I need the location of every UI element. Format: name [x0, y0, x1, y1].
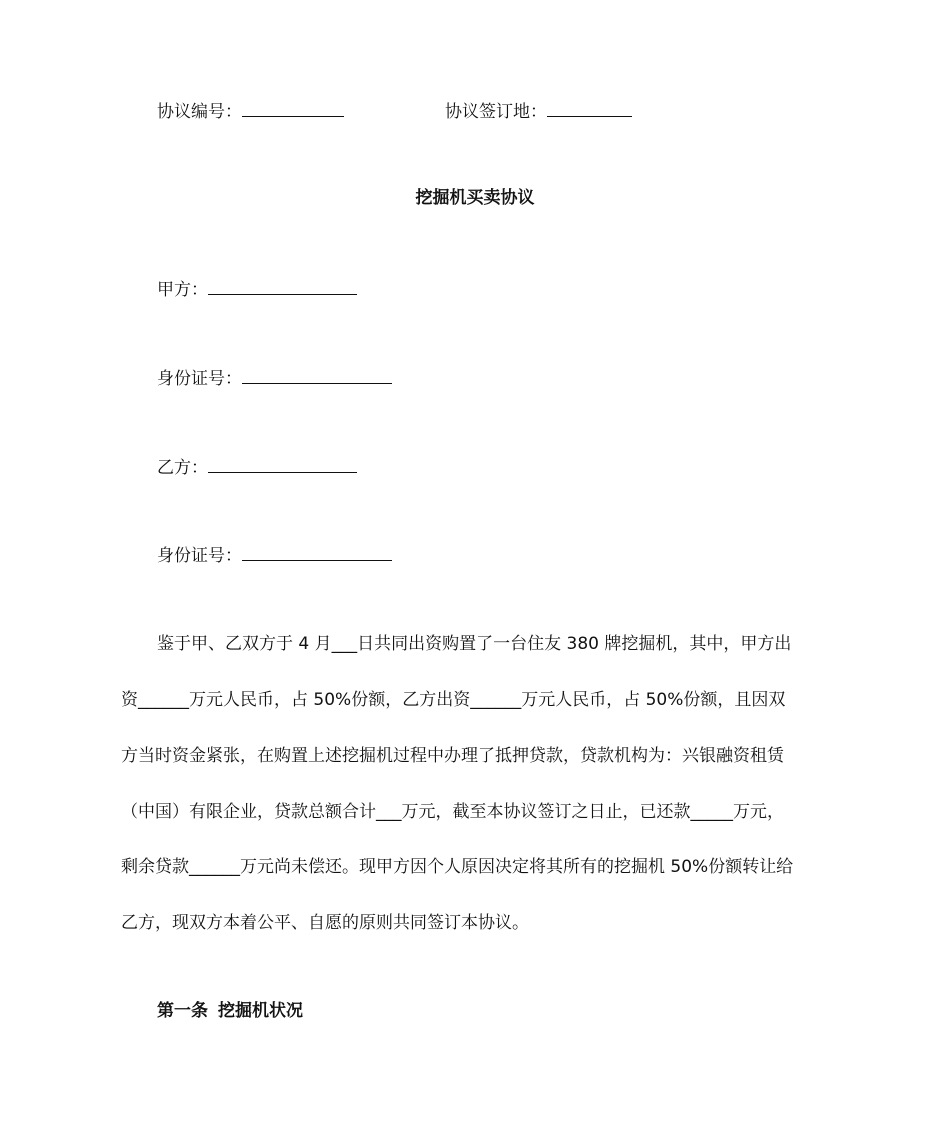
party-a-id-row	[157, 365, 392, 391]
party-b-id-label: 身份证号：	[157, 546, 242, 566]
agreement-number-row	[157, 98, 344, 124]
party-a-id-label: 身份证号：	[157, 369, 242, 389]
body-line-1: 鉴于甲、乙双方于 4 月___日共同出资购置了一台住友 380 牌挖掘机，其中，甲方出	[157, 634, 792, 654]
party-b-id-blank	[242, 542, 392, 561]
party-b-blank	[208, 454, 357, 473]
body-line-2: 资______万元人民币，占 50%份额，乙方出资______万元人民币，占 50%份额，且因双	[121, 690, 786, 710]
sign-place-blank	[547, 98, 632, 117]
party-b-label: 乙方：	[157, 458, 208, 478]
body-line-3: 方当时资金紧张，在购置上述挖掘机过程中办理了抵押贷款，贷款机构为：兴银融资租赁	[121, 746, 784, 766]
section-1-heading	[157, 999, 303, 1023]
body-line-4: （中国）有限企业，贷款总额合计___万元，截至本协议签订之日止，已还款_____万元，	[121, 802, 784, 822]
sign-place-row	[445, 98, 632, 124]
document-title: 挖掘机买卖协议	[415, 188, 535, 208]
party-a-row	[157, 276, 357, 302]
section-1-number: 第一条	[157, 1001, 208, 1021]
sign-place-label: 协议签订地：	[445, 102, 547, 122]
agreement-number-label: 协议编号：	[157, 102, 242, 122]
party-a-blank	[208, 276, 357, 295]
party-a-id-blank	[242, 365, 392, 384]
body-line-6: 乙方，现双方本着公平、自愿的原则共同签订本协议。	[121, 913, 529, 933]
agreement-number-blank	[242, 98, 344, 117]
party-b-id-row	[157, 542, 392, 568]
section-1-title: 挖掘机状况	[218, 1001, 303, 1021]
body-line-5: 剩余贷款______万元尚未偿还。现甲方因个人原因决定将其所有的挖掘机 50%份额转让给	[121, 857, 794, 877]
party-b-row	[157, 454, 357, 480]
party-a-label: 甲方：	[157, 280, 208, 300]
